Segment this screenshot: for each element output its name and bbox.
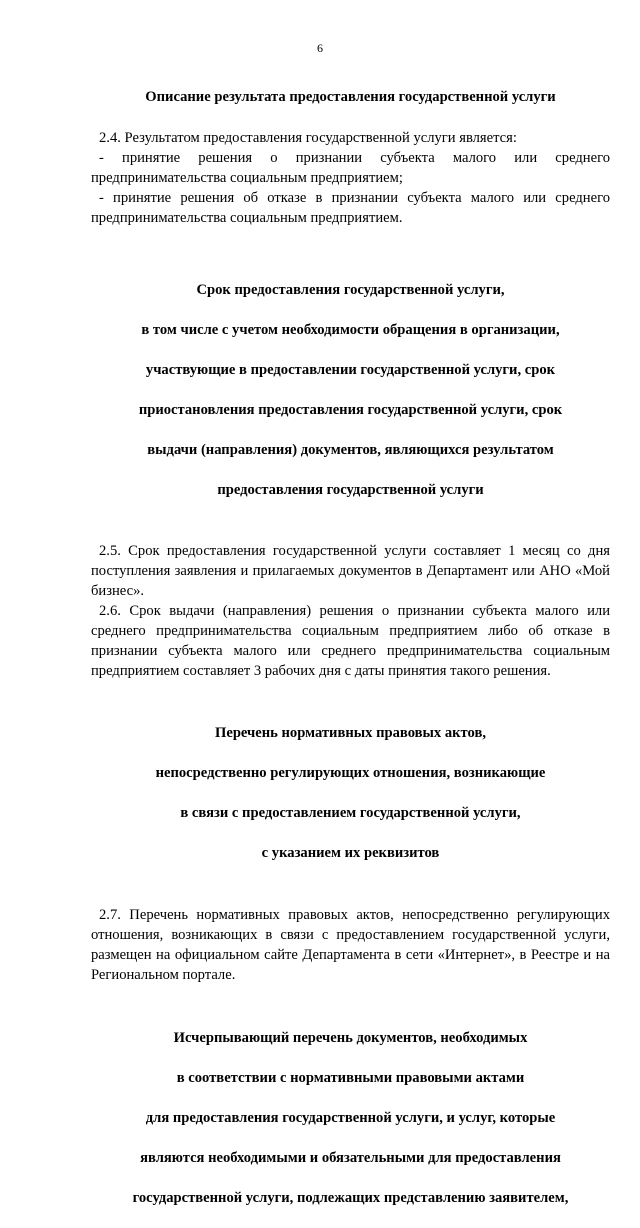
paragraph-line: - принятие решения об отказе в признании субъекта малого или среднего xyxy=(99,190,610,206)
heading-line: являются необходимыми и обязательными для предоставления xyxy=(140,1150,561,1166)
paragraph-2-4 xyxy=(91,128,610,148)
paragraph-line: предпринимательства социальным предприятием; xyxy=(91,170,403,186)
paragraph-line: поступления заявления и прилагаемых документов в Департамент или АНО «Мой xyxy=(91,563,610,579)
list-item-approval xyxy=(91,148,610,188)
paragraph-line: бизнес». xyxy=(91,583,145,599)
heading-line: с указанием их реквизитов xyxy=(261,845,440,861)
section-heading-term xyxy=(91,260,610,520)
heading-line: в том числе с учетом необходимости обращения в организации, xyxy=(141,322,560,338)
heading-line: в соответствии с нормативными правовыми актами xyxy=(176,1070,525,1086)
paragraph-2-5 xyxy=(91,541,610,601)
paragraph-line: 2.5. Срок предоставления государственной услуги составляет 1 месяц со дня xyxy=(99,543,610,559)
paragraph-line: 2.6. Срок выдачи (направления) решения о признании субъекта малого или xyxy=(99,603,610,619)
paragraph-line: 2.7. Перечень нормативных правовых актов, непосредственно регулирующих xyxy=(99,907,610,923)
paragraph-line: предприятием составляет 3 рабочих дня с даты принятия такого решения. xyxy=(91,663,551,679)
paragraph-line: отношения, возникающих в связи с предоставлением государственной услуги, xyxy=(91,927,610,943)
paragraph-line: признании субъекта малого или среднего предпринимательства социальным xyxy=(91,643,610,659)
heading-line: непосредственно регулирующих отношения, возникающие xyxy=(155,765,546,781)
paragraph-line: Региональном портале. xyxy=(91,967,236,983)
heading-line: для предоставления государственной услуги, и услуг, которые xyxy=(145,1110,556,1126)
paragraph-line: - принятие решения о признании субъекта малого или среднего xyxy=(99,150,610,166)
section-heading-documents xyxy=(91,1008,610,1228)
heading-line: приостановления предоставления государственной услуги, срок xyxy=(138,402,563,418)
heading-line: в связи с предоставлением государственной услуги, xyxy=(180,805,521,821)
heading-line: Перечень нормативных правовых актов, xyxy=(214,725,486,741)
heading-line: государственной услуги, подлежащих представлению заявителем, xyxy=(132,1190,569,1206)
document-body xyxy=(91,87,610,1228)
paragraph-line: предпринимательства социальным предприятием. xyxy=(91,210,403,226)
heading-line: Исчерпывающий перечень документов, необходимых xyxy=(173,1030,528,1046)
paragraph-line: среднего предпринимательства социальным предприятием либо об отказе в xyxy=(91,623,610,639)
paragraph-line: 2.4. Результатом предоставления государственной услуги является: xyxy=(99,130,517,146)
paragraph-2-7 xyxy=(91,905,610,985)
section-heading-legal-acts xyxy=(91,703,610,883)
heading-line: участвующие в предоставлении государственной услуги, срок xyxy=(145,362,556,378)
heading-line: выдачи (направления) документов, являющихся результатом xyxy=(147,442,554,458)
paragraph-2-6 xyxy=(91,601,610,681)
heading-line: предоставления государственной услуги xyxy=(217,482,484,498)
heading-line: Срок предоставления государственной услуги, xyxy=(196,282,505,298)
section-heading-result: Описание результата предоставления государственной услуги xyxy=(145,89,556,105)
page-number: 6 xyxy=(317,41,323,55)
list-item-refusal xyxy=(91,188,610,228)
paragraph-line: размещен на официальном сайте Департамента в сети «Интернет», в Реестре и на xyxy=(91,947,610,963)
